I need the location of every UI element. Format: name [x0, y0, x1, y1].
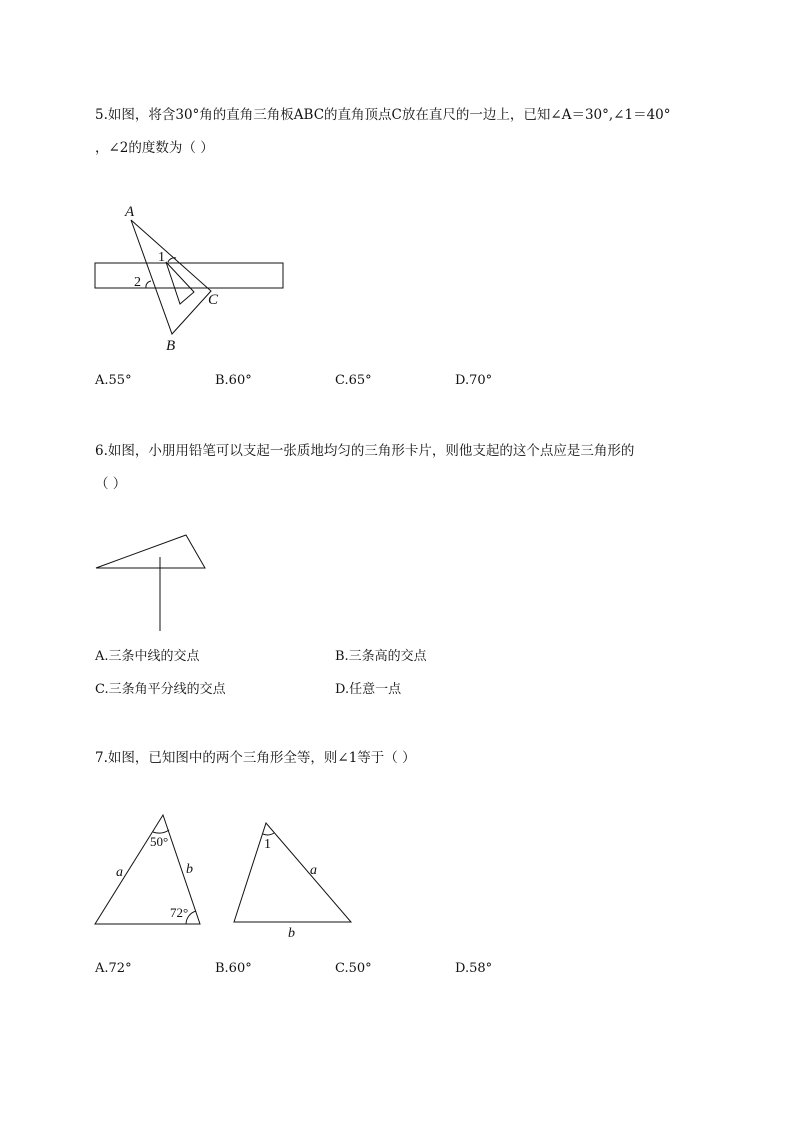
- triangle-card: [96, 535, 205, 568]
- label-72-degree: 72°: [170, 905, 189, 920]
- set-square-inner: [166, 262, 194, 304]
- label-side-a-left: a: [116, 865, 123, 880]
- q7-option-a: A.72°: [95, 961, 132, 976]
- label-50-degree: 50°: [150, 834, 169, 849]
- q5-stem-line1: 5.如图，将含30°角的直角三角板ABC的直角顶点C放在直尺的一边上，已知∠A＝30°,∠1＝40°: [95, 107, 671, 123]
- q5-option-d: D.70°: [455, 373, 493, 388]
- ruler: [95, 263, 283, 288]
- label-side-a-right: a: [310, 863, 317, 878]
- angle-50-arc: [153, 830, 169, 833]
- q6-option-b: B.三条高的交点: [335, 649, 427, 664]
- label-A: A: [125, 204, 135, 220]
- q5-option-a: A.55°: [95, 373, 132, 388]
- label-angle-2: 2: [134, 275, 141, 290]
- q7-stem-line1: 7.如图，已知图中的两个三角形全等，则∠1等于（ ）: [95, 750, 416, 766]
- q7-option-d: D.58°: [455, 961, 493, 976]
- q7-option-c: C.50°: [335, 961, 372, 976]
- label-side-b-right: b: [288, 926, 295, 941]
- q7-option-b: B.60°: [215, 961, 252, 976]
- q5-figure: [95, 220, 283, 334]
- q5-stem-line2: ，∠2的度数为（ ）: [95, 140, 214, 156]
- right-triangle: [234, 823, 351, 922]
- label-C: C: [208, 292, 219, 308]
- q5-option-b: B.60°: [215, 373, 252, 388]
- label-angle-1-q7: 1: [264, 837, 271, 852]
- q6-figure: [96, 535, 205, 631]
- angle-2-arc: [146, 281, 151, 288]
- angle-1-arc-q7: [263, 833, 274, 835]
- label-B: B: [166, 338, 176, 354]
- q6-option-c: C.三条角平分线的交点: [95, 682, 226, 697]
- q6-option-a: A.三条中线的交点: [95, 649, 200, 664]
- label-angle-1: 1: [158, 250, 165, 265]
- label-side-b-left: b: [186, 862, 193, 877]
- q6-stem-line2: （ ）: [95, 476, 127, 492]
- q6-option-d: D.任意一点: [335, 682, 402, 697]
- q5-option-c: C.65°: [335, 373, 372, 388]
- q6-stem-line1: 6.如图，小朋用铅笔可以支起一张质地均匀的三角形卡片，则他支起的这个点应是三角形的: [95, 443, 635, 459]
